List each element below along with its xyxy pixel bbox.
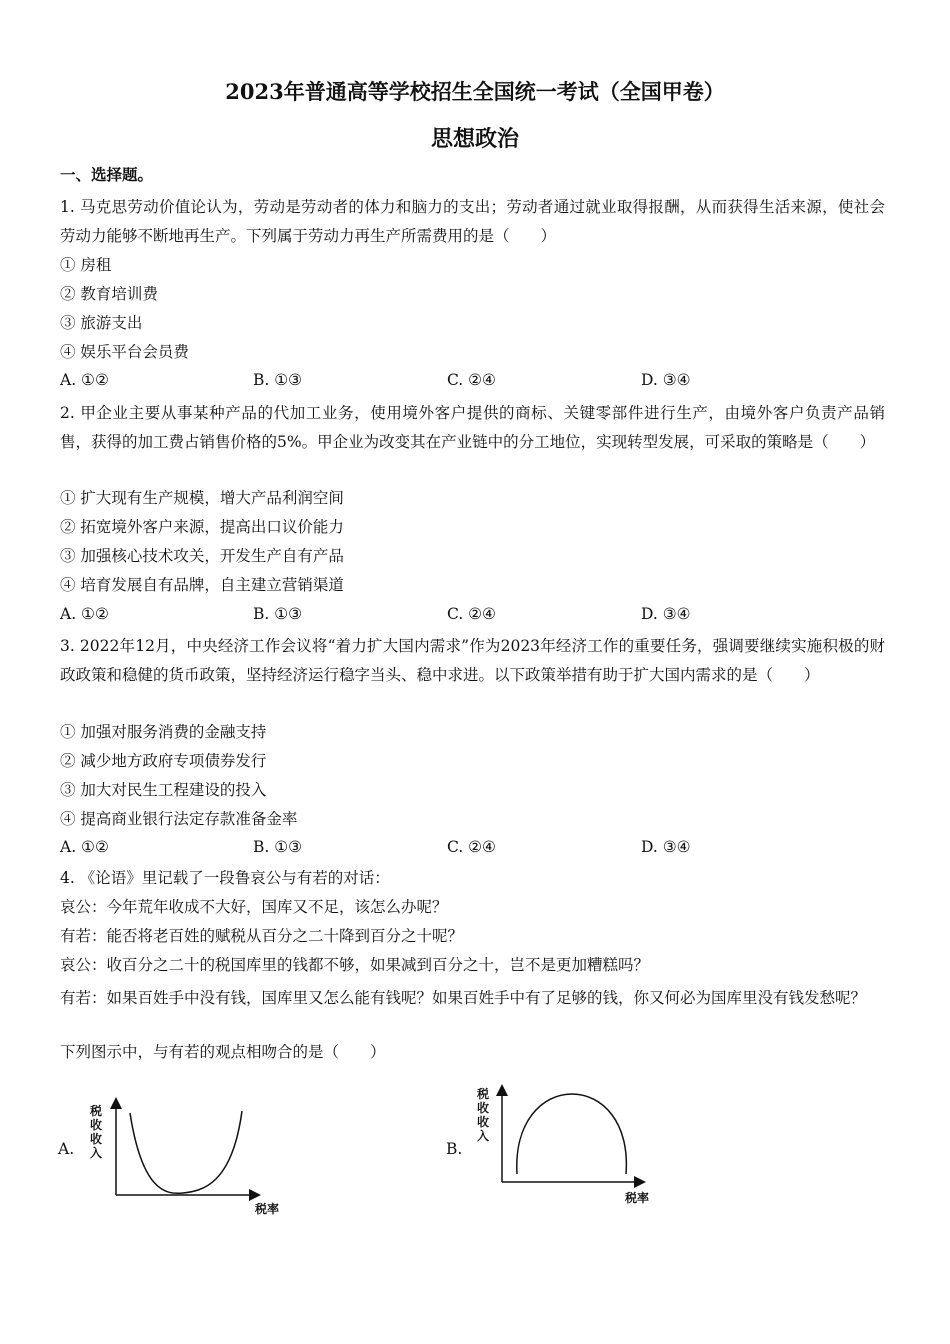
question-2-option-d[interactable]: D. ③④ — [641, 605, 691, 623]
question-2-item-3: ③ 加强核心技术攻关，开发生产自有产品 — [60, 547, 344, 565]
graph-b-ylabel-2: 收 — [477, 1101, 490, 1115]
graph-b-ylabel-3: 收 — [477, 1115, 490, 1129]
question-3-item-3: ③ 加大对民生工程建设的投入 — [60, 781, 267, 799]
graph-b-xlabel: 税率 — [625, 1191, 650, 1205]
question-1-item-1: ① 房租 — [60, 256, 112, 274]
question-3-option-d[interactable]: D. ③④ — [641, 838, 691, 856]
graph-a-curve — [130, 1111, 242, 1193]
question-1-option-d[interactable]: D. ③④ — [641, 371, 691, 389]
question-4-prompt: 下列图示中，与有若的观点相吻合的是（ ） — [60, 1043, 386, 1061]
subject-title: 思想政治 — [430, 126, 519, 152]
graph-b-ylabel-4: 入 — [477, 1129, 490, 1143]
question-2-option-a[interactable]: A. ①② — [60, 605, 109, 623]
question-2-stem: 2. 甲企业主要从事某种产品的代加工业务，使用境外客户提供的商标、关键零部件进行生产，由境外客户负责产品销售，获得的加工费占销售价格的5%。甲企业为改变其在产业链中的分工地位，实现转型发展，可采取的策略是（ ） — [60, 404, 885, 451]
graph-a-label[interactable]: A. — [58, 1140, 75, 1158]
question-3-option-a[interactable]: A. ①② — [60, 838, 109, 856]
question-2-item-4: ④ 培育发展自有品牌，自主建立营销渠道 — [60, 576, 344, 594]
dialogue-line-1: 哀公：今年荒年收成不大好，国库又不足，该怎么办呢？ — [60, 898, 448, 916]
question-1-option-b[interactable]: B. ①③ — [253, 371, 303, 389]
question-1-stem: 1. 马克思劳动价值论认为，劳动是劳动者的体力和脑力的支出；劳动者通过就业取得报酬，从而获得生活来源，使社会劳动力能够不断地再生产。下列属于劳动力再生产所需费用的是（ ） — [60, 198, 885, 245]
graph-a-ylabel-2: 收 — [90, 1118, 103, 1132]
question-3-option-c[interactable]: C. ②④ — [447, 838, 496, 856]
question-2-option-b[interactable]: B. ①③ — [253, 605, 303, 623]
graph-a-ylabel-1: 税 — [90, 1104, 103, 1118]
dialogue-line-3: 哀公：收百分之二十的税国库里的钱都不够，如果减到百分之十，岂不是更加糟糕吗？ — [60, 956, 650, 974]
question-2-item-2: ② 拓宽境外客户来源，提高出口议价能力 — [60, 518, 344, 536]
question-1-item-4: ④ 娱乐平台会员费 — [60, 343, 189, 361]
question-3-item-1: ① 加强对服务消费的金融支持 — [60, 723, 267, 741]
question-1-option-a[interactable]: A. ①② — [60, 371, 109, 389]
graph-b-curve — [517, 1094, 627, 1174]
question-3-item-2: ② 减少地方政府专项债券发行 — [60, 752, 267, 770]
dialogue-line-4: 有若：如果百姓手中没有钱，国库里又怎么能有钱呢？如果百姓手中有了足够的钱，你又何必为国库里没有钱发愁呢？ — [60, 989, 867, 1007]
graph-a-u-curve — [80, 1095, 300, 1225]
exam-title: 2023年普通高等学校招生全国统一考试（全国甲卷） — [225, 79, 725, 104]
graph-a-xlabel: 税率 — [255, 1202, 280, 1216]
question-4-stem: 4. 《论语》里记载了一段鲁哀公与有若的对话： — [60, 869, 390, 887]
graph-b-label[interactable]: B. — [446, 1140, 463, 1158]
question-3-stem: 3. 2022年12月，中央经济工作会议将“着力扩大国内需求”作为2023年经济工作的重要任务，强调要继续实施积极的财政政策和稳健的货币政策，坚持经济运行稳字当头、稳中求进。以下政策举措有助于扩大国内需求的是（ ） — [60, 637, 885, 684]
question-2-option-c[interactable]: C. ②④ — [447, 605, 496, 623]
dialogue-line-2: 有若：能否将老百姓的赋税从百分之二十降到百分之十呢？ — [60, 927, 464, 945]
graph-a-ylabel-3: 收 — [90, 1132, 103, 1146]
question-3-option-b[interactable]: B. ①③ — [253, 838, 303, 856]
question-1-item-3: ③ 旅游支出 — [60, 314, 143, 332]
graph-a-ylabel-4: 入 — [90, 1146, 103, 1160]
question-3-item-4: ④ 提高商业银行法定存款准备金率 — [60, 810, 298, 828]
section-heading: 一、选择题。 — [60, 165, 154, 184]
graph-b-ylabel-1: 税 — [477, 1087, 490, 1101]
question-1-item-2: ② 教育培训费 — [60, 285, 158, 303]
question-1-option-c[interactable]: C. ②④ — [447, 371, 496, 389]
question-2-item-1: ① 扩大现有生产规模，增大产品利润空间 — [60, 489, 344, 507]
graph-b-arch-curve — [472, 1082, 692, 1212]
